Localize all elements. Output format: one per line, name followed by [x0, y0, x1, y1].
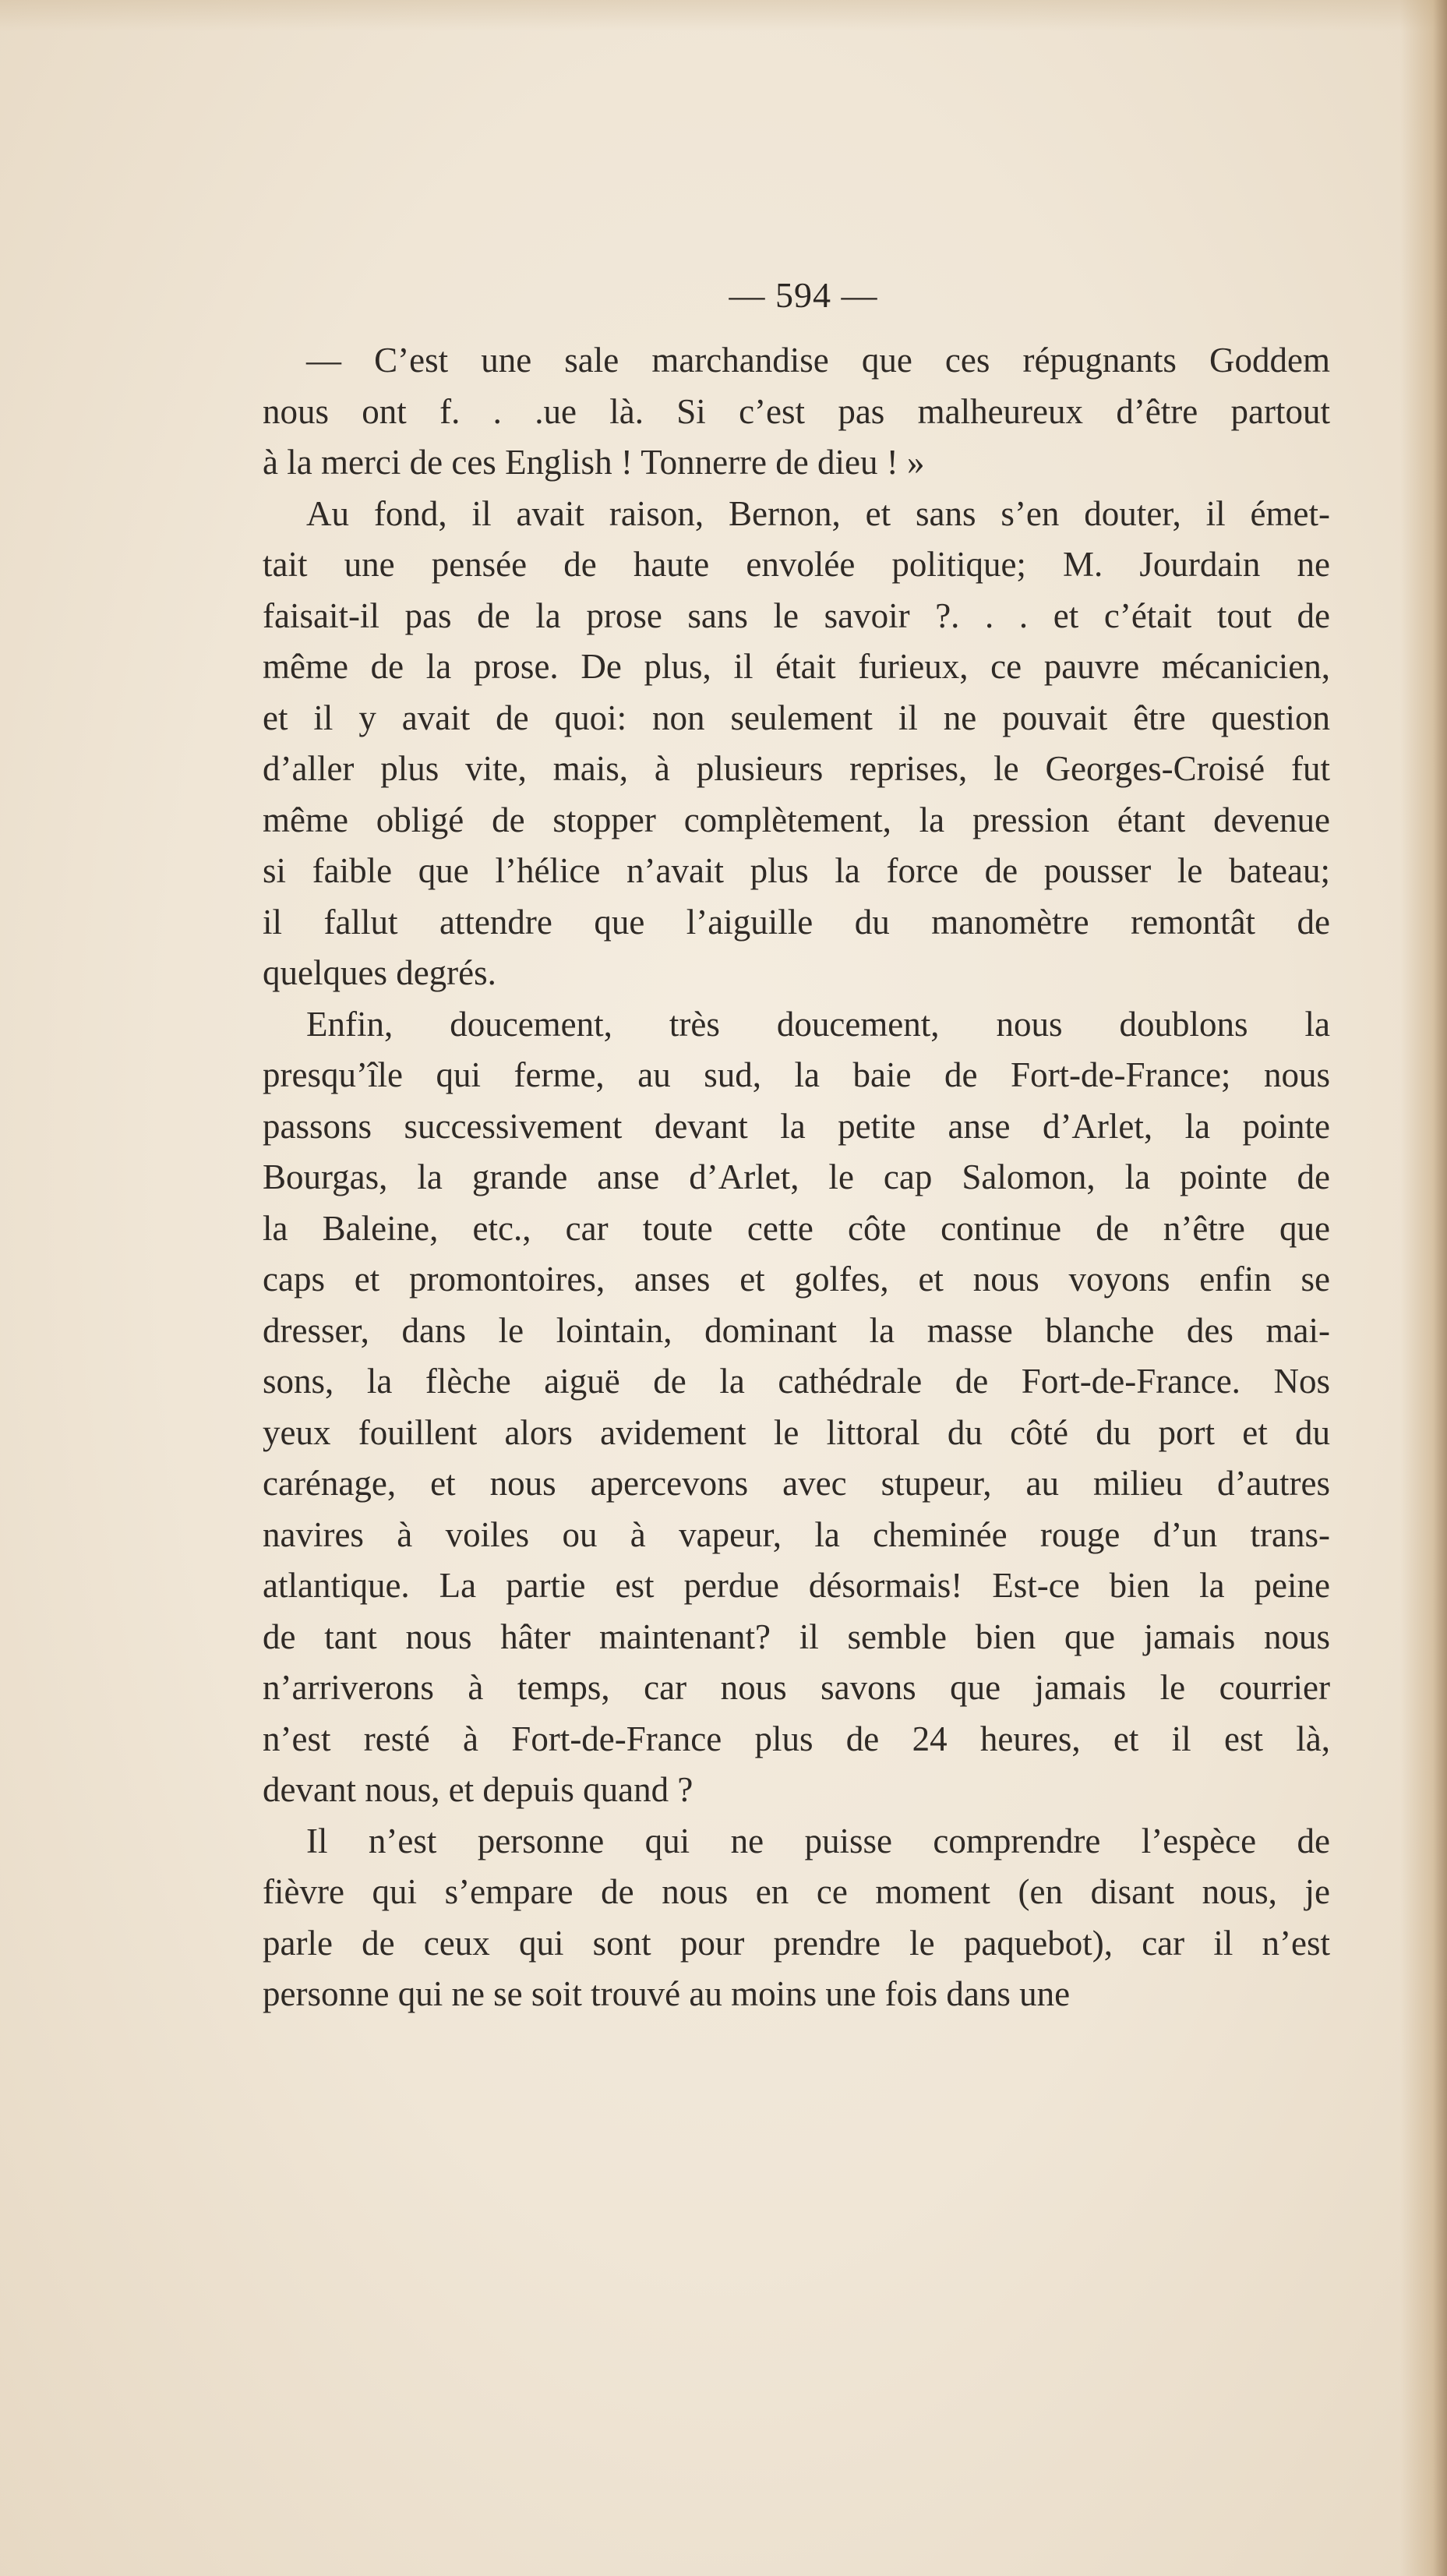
- text-line: même obligé de stopper complètement, la pression étant devenue: [263, 800, 1330, 839]
- paragraph: [263, 335, 1330, 489]
- page-right-edge: [1400, 0, 1447, 2576]
- paragraph: [263, 999, 1330, 1816]
- text-line: tait une pensée de haute envolée politique; M. Jourdain ne: [263, 545, 1330, 584]
- text-line: Il n’est personne qui ne puisse comprendre l’espèce de: [306, 1821, 1330, 1860]
- text-line: et il y avait de quoi: non seulement il ne pouvait être question: [263, 698, 1330, 737]
- text-line: Bourgas, la grande anse d’Arlet, le cap Salomon, la pointe de: [263, 1157, 1330, 1196]
- text-line: il fallut attendre que l’aiguille du manomètre remontât de: [263, 902, 1330, 942]
- text-line: la Baleine, etc., car toute cette côte continue de n’être que: [263, 1208, 1330, 1248]
- text-line: parle de ceux qui sont pour prendre le paquebot), car il n’est: [263, 1923, 1330, 1963]
- text-line: carénage, et nous apercevons avec stupeur, au milieu d’autres: [263, 1464, 1330, 1503]
- text-line: navires à voiles ou à vapeur, la cheminée rouge d’un trans-: [263, 1514, 1330, 1554]
- text-line: dresser, dans le lointain, dominant la masse blanche des mai-: [263, 1310, 1330, 1350]
- text-line: quelques degrés.: [263, 953, 496, 992]
- text-line: sons, la flèche aiguë de la cathédrale de Fort-de-France. Nos: [263, 1362, 1330, 1401]
- text-line: faisait-il pas de la prose sans le savoir ?. . . et c’était tout de: [263, 595, 1330, 635]
- text-line: atlantique. La partie est perdue désormais! Est-ce bien la peine: [263, 1566, 1330, 1605]
- text-line: nous ont f. . .ue là. Si c’est pas malheureux d’être partout: [263, 391, 1330, 431]
- body-text: [263, 335, 1330, 2020]
- paragraph: [263, 489, 1330, 999]
- page-number: — 594 —: [729, 275, 878, 315]
- text-line: presqu’île qui ferme, au sud, la baie de Fort-de-France; nous: [263, 1055, 1330, 1094]
- text-line: personne qui ne se soit trouvé au moins une fois dans une: [263, 1974, 1071, 2013]
- text-line: Au fond, il avait raison, Bernon, et sans s’en douter, il émet-: [306, 493, 1330, 533]
- text-line: yeux fouillent alors avidement le littoral du côté du port et du: [263, 1412, 1330, 1452]
- page-top-shadow: [0, 0, 1447, 31]
- text-line: devant nous, et depuis quand ?: [263, 1770, 694, 1809]
- text-line: d’aller plus vite, mais, à plusieurs reprises, le Georges-Croisé fut: [263, 749, 1330, 788]
- text-line: de tant nous hâter maintenant? il semble bien que jamais nous: [263, 1617, 1330, 1656]
- paragraph: [263, 1816, 1330, 2020]
- text-line: — C’est une sale marchandise que ces répugnants Goddem: [306, 341, 1330, 380]
- text-line: à la merci de ces English ! Tonnerre de dieu ! »: [263, 443, 925, 482]
- text-line: fièvre qui s’empare de nous en ce moment (en disant nous, je: [263, 1872, 1330, 1911]
- text-line: si faible que l’hélice n’avait plus la force de pousser le bateau;: [263, 851, 1330, 890]
- text-line: caps et promontoires, anses et golfes, et nous voyons enfin se: [263, 1260, 1330, 1299]
- text-line: passons successivement devant la petite anse d’Arlet, la pointe: [263, 1106, 1330, 1146]
- text-line: Enfin, doucement, très doucement, nous doublons la: [306, 1004, 1330, 1044]
- text-line: n’arriverons à temps, car nous savons que jamais le courrier: [263, 1668, 1330, 1707]
- text-line: n’est resté à Fort-de-France plus de 24 heures, et il est là,: [263, 1719, 1330, 1758]
- text-line: même de la prose. De plus, il était furieux, ce pauvre mécanicien,: [263, 647, 1330, 686]
